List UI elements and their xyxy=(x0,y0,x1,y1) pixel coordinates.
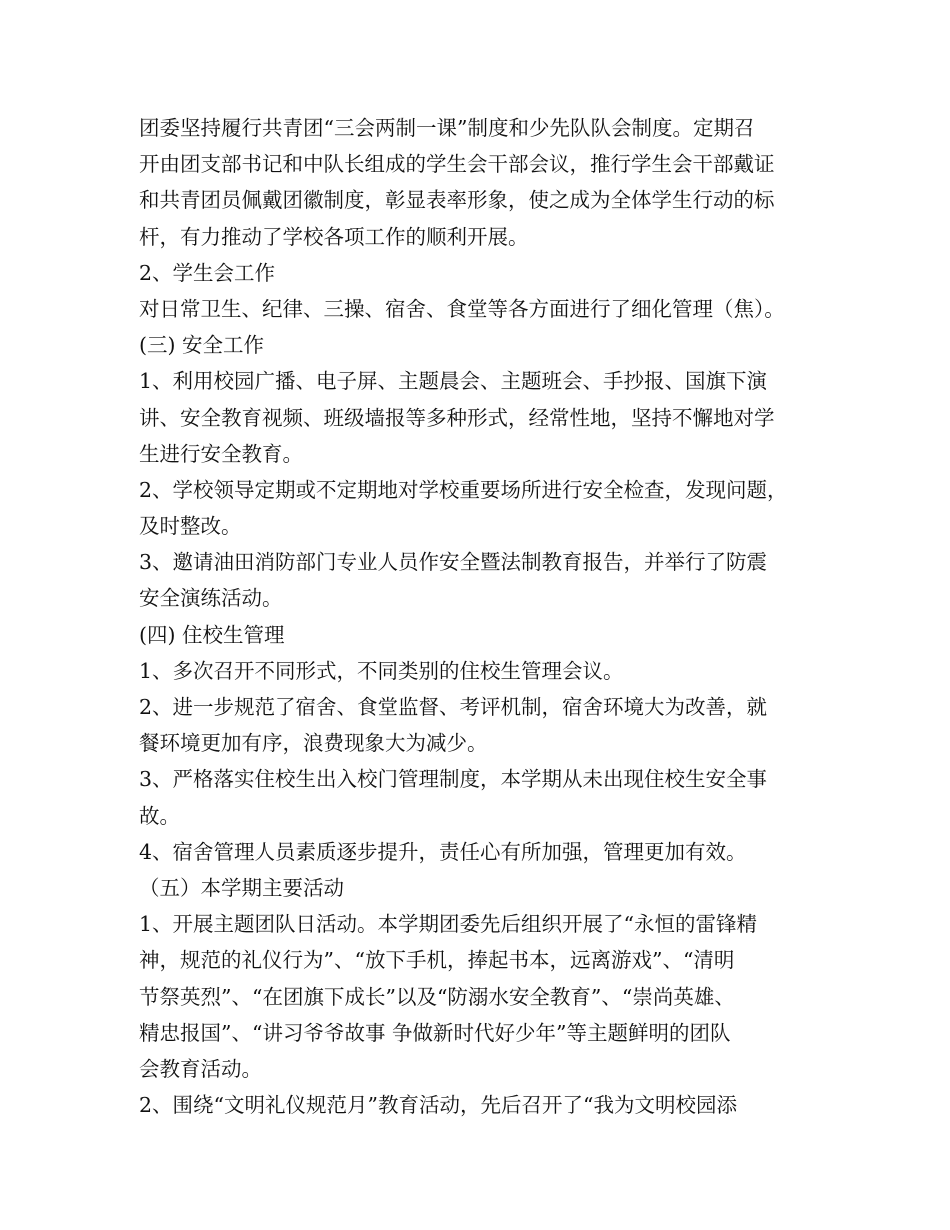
text-line: 2、进一步规范了宿舍、食堂监督、考评机制，宿舍环境大为改善，就 xyxy=(139,695,768,719)
text-line: 及时整改。 xyxy=(139,514,242,539)
text-line: 1、利用校园广播、电子屏、主题晨会、主题班会、手抄报、国旗下演 xyxy=(139,369,768,394)
text-line: 3、邀请油田消防部门专业人员作安全暨法制教育报告，并举行了防震 xyxy=(139,550,768,575)
text-line: 1、开展主题团队日活动。本学期团委先后组织开展了“永恒的雷锋精 xyxy=(139,912,758,937)
text-line: 餐环境更加有序，浪费现象大为减少。 xyxy=(139,731,488,756)
section-heading: 2、学生会工作 xyxy=(139,260,276,285)
section-heading: (四) 住校生管理 xyxy=(139,622,285,647)
text-line: 杆，有力推动了学校各项工作的顺利开展。 xyxy=(139,224,529,249)
text-line: 故。 xyxy=(139,803,180,828)
section-heading: （五）本学期主要活动 xyxy=(139,875,344,900)
text-line: 3、严格落实住校生出入校门管理制度，本学期从未出现住校生安全事 xyxy=(139,767,768,792)
text-line: 2、围绕“文明礼仪规范月”教育活动，先后召开了“我为文明校园添 xyxy=(139,1093,737,1118)
text-line: 开由团支部书记和中队长组成的学生会干部会议，推行学生会干部戴证 xyxy=(139,152,775,177)
text-line: 安全演练活动。 xyxy=(139,586,283,611)
text-line: 节祭英烈”、“在团旗下成长”以及“防溺水安全教育”、“崇尚英雄、 xyxy=(139,984,735,1009)
text-line: 讲、安全教育视频、班级墙报等多种形式，经常性地，坚持不懈地对学 xyxy=(139,405,775,430)
document-body xyxy=(139,110,839,1123)
text-line: 神，规范的礼仪行为”、“放下手机，捧起书本，远离游戏”、“清明 xyxy=(139,948,735,973)
text-line: 对日常卫生、纪律、三操、宿舍、食堂等各方面进行了细化管理（焦）。 xyxy=(139,296,785,321)
section-heading: (三) 安全工作 xyxy=(139,333,265,358)
text-line: 生进行安全教育。 xyxy=(139,441,303,466)
text-line: 和共青团员佩戴团徽制度，彰显表率形象，使之成为全体学生行动的标 xyxy=(139,188,775,213)
text-line: 1、多次召开不同形式，不同类别的住校生管理会议。 xyxy=(139,658,624,683)
text-line: 精忠报国”、“讲习爷爷故事 争做新时代好少年”等主题鲜明的团队 xyxy=(139,1020,731,1045)
text-line: 4、宿舍管理人员素质逐步提升，责任心有所加强，管理更加有效。 xyxy=(139,839,747,864)
text-line: 2、学校领导定期或不定期地对学校重要场所进行安全检查，发现问题， xyxy=(139,477,788,502)
text-line: 团委坚持履行共青团“三会两制一课”制度和少先队队会制度。定期召 xyxy=(139,116,755,140)
text-line: 会教育活动。 xyxy=(139,1056,262,1081)
